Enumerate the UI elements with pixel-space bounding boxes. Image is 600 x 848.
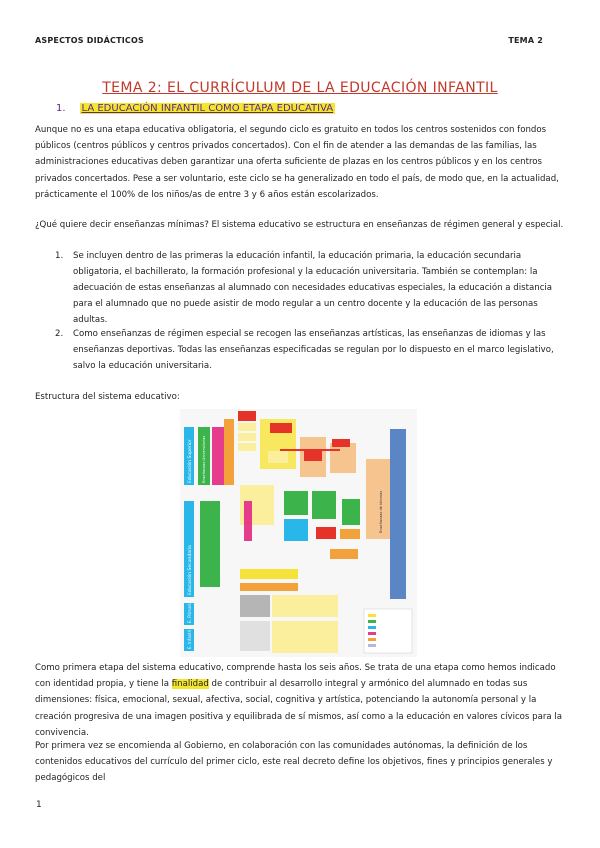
box xyxy=(238,433,256,441)
side-label-text: E. Primaria xyxy=(187,601,192,623)
paragraph-3: Estructura del sistema educativo: xyxy=(35,392,180,402)
box xyxy=(284,491,308,515)
list-item xyxy=(55,326,565,374)
box xyxy=(284,519,308,541)
box xyxy=(238,423,256,431)
list-item-number: 2. xyxy=(55,329,64,339)
list-item xyxy=(55,248,565,328)
list-item-text: Como enseñanzas de régimen especial se recogen las enseñanzas artísticas, las enseñanzas de idiomas y las enseñanzas deportivas. Todas las enseñanzas especificadas se regulan por lo dispuesto en el marco legislativo, salvo la educación universitaria. xyxy=(73,329,554,371)
side-label-text: E. Infantil xyxy=(187,630,192,649)
band xyxy=(212,427,226,485)
paragraph-5: Por primera vez se encomienda al Gobierno, en colaboración con las comunidades autónomas, la definición de los contenidos educativos del currículo del primer ciclo, este real decreto define los objetivos, fines y principios generales y pedagógicos del xyxy=(35,741,553,784)
paragraph-2: ¿Qué quiere decir enseñanzas mínimas? El sistema educativo se estructura en enseñanzas de régimen general y especial. xyxy=(35,220,564,230)
header-right: TEMA 2 xyxy=(508,36,543,45)
list-item-text: Se incluyen dentro de las primeras la educación infantil, la educación primaria, la educación secundaria obligatoria, el bachillerato, la formación profesional y la educación universitaria. También se contemplan: la adecuación de estas enseñanzas al alumnado con necesidades educativas especiales, la educación a distancia para el alumnado que no puede asistir de modo regular a un centro docente y la educación de las personas adultas. xyxy=(73,251,553,325)
side-label-text: Educación Secundaria xyxy=(188,545,193,595)
legend-swatch xyxy=(368,638,376,641)
paragraph-1: Aunque no es una etapa educativa obligatoria, el segundo ciclo es gratuito en todos los centros sostenidos con fondos públicos (centros públicos y centros privados concertados). Con el fin de atender a las demandas de las familias, las administraciones educativas deben garantizar una oferta suficiente de plazas en los centros públicos y en los centros privados concertados. Pese a ser voluntario, este ciclo se ha generalizado en todo el país, de modo que, en la actualidad, prácticamente el 100% de los niños/as de entre 3 y 6 años están escolarizados. xyxy=(35,125,559,200)
box xyxy=(332,439,350,447)
list-item-number: 1. xyxy=(55,251,64,261)
box xyxy=(312,491,336,519)
page-number: 1 xyxy=(36,800,42,810)
legend-swatch xyxy=(368,644,376,647)
box xyxy=(270,423,292,433)
box xyxy=(316,527,336,539)
vertical-label-text: Enseñanzas de Idiomas xyxy=(379,490,383,533)
legend-swatch xyxy=(368,626,376,629)
section-number: 1. xyxy=(56,103,66,114)
legend-swatch xyxy=(368,632,376,635)
box xyxy=(238,443,256,451)
box xyxy=(342,499,360,525)
box xyxy=(272,595,338,617)
box xyxy=(240,569,298,579)
box xyxy=(330,443,356,473)
section-heading xyxy=(56,103,335,114)
box xyxy=(340,529,360,539)
box xyxy=(330,549,358,559)
box xyxy=(272,621,338,653)
paragraph-4-text: de contribuir al desarrollo integral y armónico del alumnado en todas sus dimensiones: física, emocional, sexual, afectiva, social, cognitiva y artística, potenciando la autonomía personal y la creación progresiva de una imagen positiva y equilibrada de sí mismos, así como a la educación en valores cívicos para la convivencia. xyxy=(35,679,563,738)
side-label-text: Educación Superior xyxy=(188,439,193,483)
diagram-svg xyxy=(180,409,417,657)
section-label: LA EDUCACIÓN INFANTIL COMO ETAPA EDUCATIVA xyxy=(81,103,334,114)
connector xyxy=(280,449,340,451)
box xyxy=(240,583,298,591)
paragraph-4-text: Como primera etapa del sistema educativo, comprende hasta los seis años. Se trata de una etapa como hemos indicado con identidad propia, y tiene la xyxy=(35,663,556,690)
header-left: ASPECTOS DIDÁCTICOS xyxy=(35,36,144,45)
box xyxy=(240,621,270,651)
page-title: TEMA 2: EL CURRÍCULUM DE LA EDUCACIÓN INFANTIL xyxy=(102,80,498,96)
highlighted-word: finalidad xyxy=(171,679,209,690)
legend-swatch xyxy=(368,620,376,623)
education-system-diagram xyxy=(180,409,417,657)
box xyxy=(268,451,288,463)
box xyxy=(304,451,322,461)
legend-swatch xyxy=(368,614,376,617)
band xyxy=(390,429,406,599)
band xyxy=(200,501,220,587)
band xyxy=(224,419,234,485)
paragraph-4 xyxy=(35,660,565,741)
box xyxy=(244,501,252,541)
vertical-label-text: Enseñanzas Universitarias xyxy=(202,435,206,483)
box xyxy=(240,595,270,617)
box xyxy=(238,411,256,421)
box xyxy=(366,459,390,539)
